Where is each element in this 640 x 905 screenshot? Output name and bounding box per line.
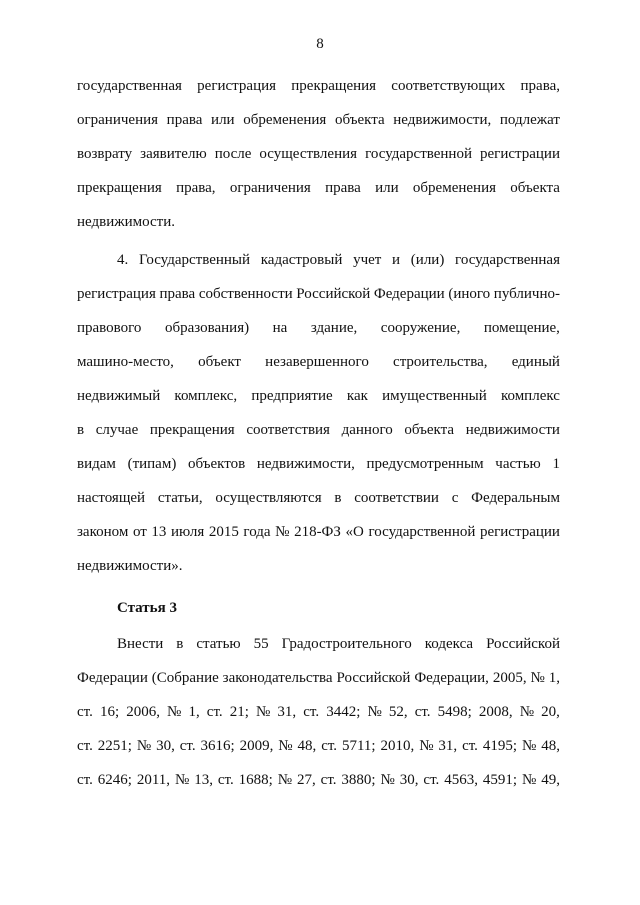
word: с	[451, 490, 459, 506]
word: законодательства	[222, 670, 333, 686]
word: 2006,	[126, 704, 160, 720]
word: настоящей	[77, 490, 146, 506]
text-line	[117, 634, 560, 654]
word: 2008,	[478, 704, 513, 720]
word: права	[325, 180, 361, 196]
text-line	[77, 522, 560, 542]
word: 2015	[208, 524, 239, 540]
word: 20,	[541, 704, 560, 720]
word: возврату	[77, 146, 133, 162]
word: 1	[552, 456, 560, 472]
word: в	[176, 636, 184, 652]
word: №	[278, 738, 293, 754]
word: Внести	[117, 636, 164, 652]
word: 27,	[296, 772, 316, 788]
word: объекта	[510, 180, 560, 196]
word: Российской	[296, 286, 371, 302]
word: 1688;	[238, 772, 273, 788]
text-line	[77, 736, 560, 756]
word: Градостроительного	[281, 636, 412, 652]
word: ст.	[179, 738, 196, 754]
word: недвижимости,	[393, 112, 492, 128]
word: недвижимый	[77, 388, 161, 404]
word: 16;	[99, 704, 120, 720]
word: ограничения	[77, 112, 159, 128]
word: после	[214, 146, 252, 162]
word: публично-	[493, 286, 560, 302]
word: соответствии	[354, 490, 439, 506]
word: №	[521, 738, 537, 754]
word: незавершенного	[265, 354, 369, 370]
word: имущественный	[382, 388, 487, 404]
word: 3442;	[326, 704, 361, 720]
word: ст.	[77, 738, 93, 754]
word: права	[159, 286, 196, 302]
text-line	[77, 212, 560, 232]
word: №	[380, 772, 395, 788]
word: помещение,	[483, 320, 560, 336]
word: Государственный	[138, 252, 251, 268]
word: недвижимости	[465, 422, 560, 438]
word: данного	[341, 422, 393, 438]
word: 3616;	[200, 738, 235, 754]
word: 1,	[188, 704, 200, 720]
word: образования)	[164, 320, 250, 336]
word: 2010,	[380, 738, 415, 754]
word: здание,	[310, 320, 358, 336]
word: частью	[495, 456, 541, 472]
word: осуществления	[259, 146, 358, 162]
word: Федерации,	[414, 670, 489, 686]
word: 13	[151, 524, 167, 540]
text-line	[77, 556, 560, 576]
word: №	[277, 772, 293, 788]
word: 2251;	[97, 738, 132, 754]
word: ст.	[321, 738, 338, 754]
word: №	[519, 704, 535, 720]
word: объекта	[404, 422, 455, 438]
word: Федерации	[373, 286, 445, 302]
text-line	[77, 352, 560, 372]
word: 1,	[548, 670, 560, 686]
word: обременения	[243, 112, 327, 128]
word: №	[275, 524, 290, 540]
text-line	[77, 668, 560, 688]
word: государственная	[77, 78, 182, 94]
word: комплекс	[500, 388, 560, 404]
word: сооружение,	[380, 320, 461, 336]
word: 4591;	[482, 772, 518, 788]
word: ст.	[303, 704, 320, 720]
word: ст.	[77, 772, 93, 788]
word: №	[136, 738, 152, 754]
word: (Собрание	[151, 670, 219, 686]
word: (или)	[410, 252, 445, 268]
text-line	[77, 144, 560, 164]
word: 31,	[277, 704, 297, 720]
text-line	[77, 702, 560, 722]
word: №	[521, 772, 537, 788]
word: строительства,	[393, 354, 488, 370]
word: 6246;	[97, 772, 132, 788]
word: прекращения	[149, 422, 235, 438]
word: (иного	[448, 286, 491, 302]
word: в	[77, 422, 85, 438]
word: 4195;	[482, 738, 518, 754]
text-line	[77, 284, 560, 304]
word: прекращения	[77, 180, 162, 196]
word: недвижимости.	[77, 214, 175, 230]
word: 4.	[117, 252, 129, 268]
word: 2011,	[136, 772, 171, 788]
word: года	[243, 524, 271, 540]
word: подлежат	[499, 112, 560, 128]
word: ст.	[414, 704, 431, 720]
word: права,	[520, 78, 560, 94]
word: Федерации	[77, 670, 148, 686]
word: прекращения	[291, 78, 377, 94]
word: или	[375, 180, 399, 196]
word: соответствующих	[391, 78, 506, 94]
word: ограничения	[229, 180, 311, 196]
text-line	[77, 178, 560, 198]
word: Российской	[336, 670, 411, 686]
word: единый	[511, 354, 560, 370]
word: кадастровый	[260, 252, 343, 268]
word: предусмотренным	[366, 456, 484, 472]
word: статью	[196, 636, 241, 652]
word: осуществляются	[215, 490, 322, 506]
word: 5498;	[437, 704, 472, 720]
article-heading: Статья 3	[117, 600, 177, 616]
word: №	[167, 704, 182, 720]
word: №	[530, 670, 545, 686]
word: и	[392, 252, 401, 268]
text-line	[77, 770, 560, 790]
word: 31,	[438, 738, 458, 754]
text-line	[77, 386, 560, 406]
word: 2009,	[239, 738, 274, 754]
word: государственная	[455, 252, 560, 268]
word: ст.	[206, 704, 223, 720]
word: Федеральным	[471, 490, 560, 506]
word: регистрации	[479, 524, 560, 540]
word: 5711;	[341, 738, 376, 754]
word: 21;	[229, 704, 249, 720]
word: объект	[198, 354, 241, 370]
word: заявителю	[140, 146, 207, 162]
word: видам	[77, 456, 116, 472]
word: регистрация	[77, 286, 156, 302]
word: объекта	[334, 112, 385, 128]
word: государственной	[365, 146, 472, 162]
word: 13,	[194, 772, 213, 788]
word: 30,	[399, 772, 419, 788]
word: в	[334, 490, 342, 506]
word: №	[419, 738, 434, 754]
word: права,	[176, 180, 216, 196]
text-line	[77, 488, 560, 508]
word: 218-ФЗ	[294, 524, 341, 540]
word: 2005,	[492, 670, 527, 686]
word: от	[132, 524, 147, 540]
word: предприятие	[251, 388, 333, 404]
word: права	[166, 112, 203, 128]
text-line	[77, 110, 560, 130]
word: правового	[77, 320, 142, 336]
word: ст.	[320, 772, 337, 788]
text-line	[117, 250, 560, 270]
word: недвижимости».	[77, 558, 183, 574]
text-line	[77, 318, 560, 338]
word: №	[367, 704, 382, 720]
word: Российской	[486, 636, 560, 652]
page-number: 8	[316, 36, 324, 52]
word: 49,	[541, 772, 560, 788]
text-line	[77, 76, 560, 96]
word: ст.	[77, 704, 93, 720]
word: июля	[170, 524, 205, 540]
word: машино-место,	[77, 354, 174, 370]
word: законом	[77, 524, 129, 540]
word: 4563,	[444, 772, 478, 788]
word: «О	[345, 524, 364, 540]
word: обременения	[412, 180, 497, 196]
word: (типам)	[127, 456, 177, 472]
word: 30,	[156, 738, 175, 754]
word: №	[256, 704, 271, 720]
word: 48,	[297, 738, 317, 754]
word: собственности	[198, 286, 293, 302]
word: ст.	[217, 772, 234, 788]
word: комплекс,	[174, 388, 238, 404]
word: объектов	[188, 456, 246, 472]
word: ст.	[462, 738, 478, 754]
word: регистрации	[480, 146, 560, 162]
word: 48,	[541, 738, 560, 754]
word: №	[174, 772, 190, 788]
text-line	[77, 420, 560, 440]
word: кодекса	[424, 636, 474, 652]
word: недвижимости,	[256, 456, 355, 472]
word: статьи,	[157, 490, 203, 506]
word: ст.	[423, 772, 440, 788]
word: 52,	[388, 704, 408, 720]
word: или	[211, 112, 235, 128]
word: 3880;	[341, 772, 376, 788]
word: учет	[353, 252, 382, 268]
word: как	[346, 388, 368, 404]
word: соответствия	[246, 422, 330, 438]
word: на	[272, 320, 288, 336]
word: государственной	[368, 524, 476, 540]
word: случае	[95, 422, 139, 438]
word: 55	[253, 636, 269, 652]
word: регистрация	[197, 78, 277, 94]
text-line	[77, 454, 560, 474]
